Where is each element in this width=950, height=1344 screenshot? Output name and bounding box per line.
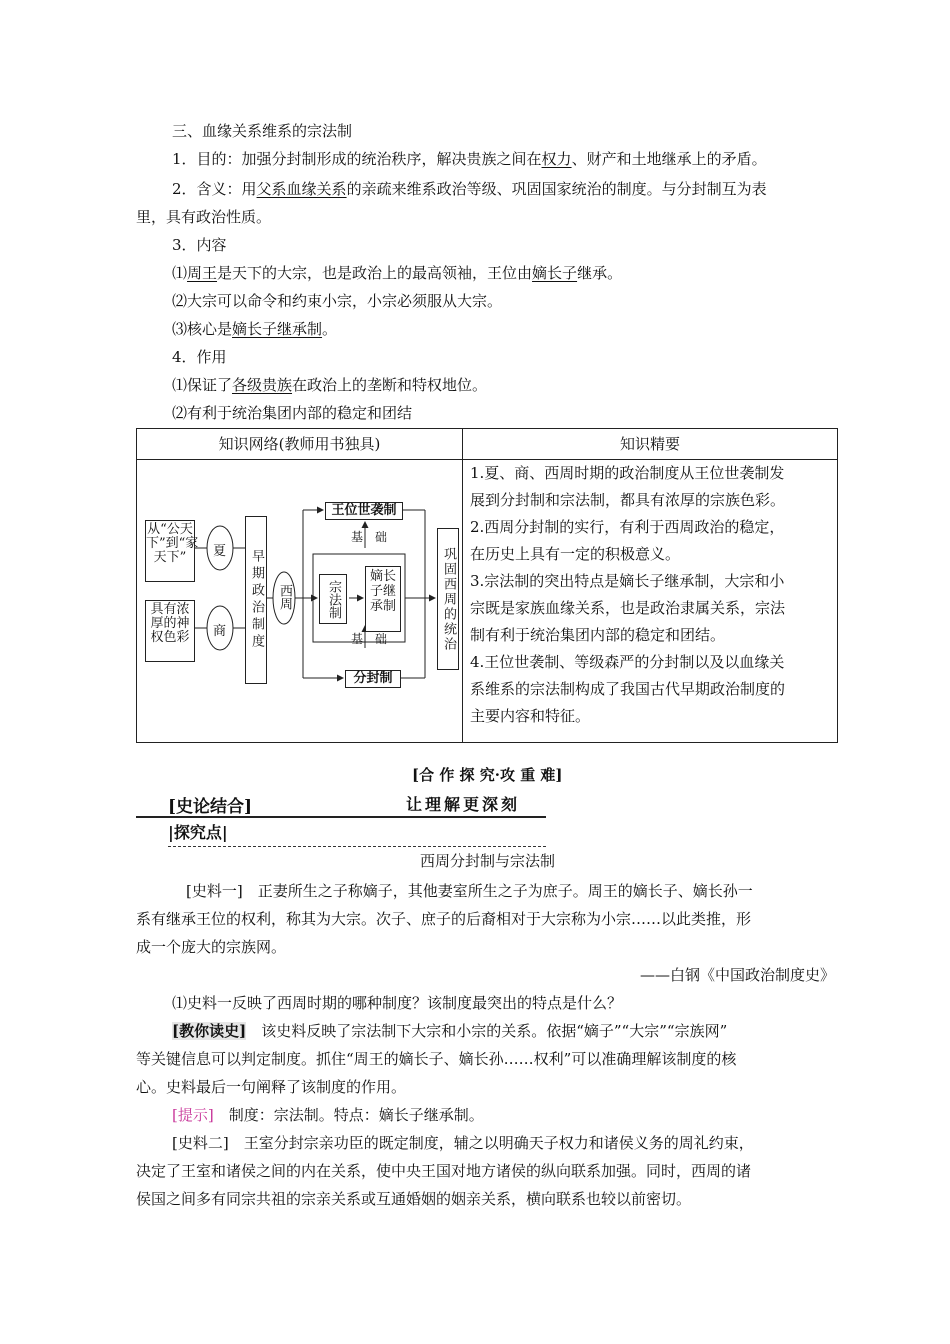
summary-line: 宗既是家族血缘关系，也是政治隶属关系，宗法 bbox=[470, 599, 786, 617]
text: 该史料反映了宗法制下大宗和小宗的关系。依据“嫡子”“大宗”“宗族网” bbox=[261, 1022, 728, 1040]
knowledge-diagram bbox=[137, 460, 460, 740]
hint-text: 制度：宗法制。特点：嫡长子继承制。 bbox=[228, 1106, 484, 1124]
summary-line: 4.王位世袭制、等级森严的分封制以及以血缘关 bbox=[470, 653, 785, 671]
topic-title: 西周分封制与宗法制 bbox=[420, 852, 556, 870]
material-1-line: 成一个庞大的宗族网。 bbox=[136, 938, 287, 956]
effect-item-1 bbox=[172, 374, 487, 396]
hint-label: [提示] bbox=[172, 1106, 214, 1124]
summary-line: 主要内容和特征。 bbox=[470, 707, 591, 725]
underlined-text: 权力 bbox=[541, 150, 572, 168]
text: ⑴保证了 bbox=[172, 376, 233, 394]
box-hereditary-throne: 王位世袭制 bbox=[325, 502, 403, 520]
oval-western-zhou: 西周 bbox=[277, 584, 292, 610]
box-early-politics: 早期政治制度 bbox=[245, 516, 267, 684]
oval-shang: 商 bbox=[213, 624, 227, 639]
underlined-text: 嫡长子继承制 bbox=[232, 320, 323, 338]
summary-line: 在历史上具有一定的积极意义。 bbox=[470, 545, 681, 563]
text: 的亲疏来维系政治等级、巩固国家统治的制度。与分封制互为表 bbox=[346, 180, 767, 198]
box-patriarchal: 宗法制 bbox=[319, 574, 347, 624]
teach-label: [教你读史] bbox=[172, 1022, 247, 1040]
label-foundation-top: 基 础 bbox=[351, 530, 388, 544]
underlined-text: 各级贵族 bbox=[232, 376, 293, 394]
paragraph-purpose bbox=[172, 148, 767, 170]
oval-xia: 夏 bbox=[213, 544, 227, 559]
material-1-source: ——白钢《中国政治制度史》 bbox=[640, 966, 836, 984]
summary-line: 2.西周分封制的实行，有利于西周政治的稳定， bbox=[470, 518, 785, 536]
text: 继承。 bbox=[577, 264, 623, 282]
cooperate-heading: [合 作 探 究·攻 重 难] bbox=[412, 766, 563, 784]
label-foundation-bottom: 基 础 bbox=[351, 632, 388, 646]
summary-line: 制有利于统治集团内部的稳定和团结。 bbox=[470, 626, 726, 644]
text: ⑴ bbox=[172, 264, 188, 282]
knowledge-table bbox=[136, 428, 838, 743]
text: 2．含义：用 bbox=[172, 180, 257, 198]
box-enfeoffment: 分封制 bbox=[345, 670, 401, 688]
material-2-line: 侯国之间多有同宗共祖的宗亲关系或互通婚姻的姻亲关系，横向联系也较以前密切。 bbox=[136, 1190, 692, 1208]
knowledge-summary-cell bbox=[463, 460, 838, 743]
hint-line bbox=[172, 1104, 484, 1126]
dashed-divider bbox=[168, 846, 546, 847]
heading-content: 3．内容 bbox=[172, 236, 227, 254]
content-item-1 bbox=[172, 262, 622, 284]
underlined-text: 嫡长子 bbox=[532, 264, 578, 282]
question-1: ⑴史料一反映了西周时期的哪种制度？该制度最突出的特点是什么？ bbox=[172, 994, 623, 1012]
content-item-2: ⑵大宗可以命令和约束小宗，小宗必须服从大宗。 bbox=[172, 292, 503, 310]
material-1-line: 系有继承王位的权利，称其为大宗。次子、庶子的后裔相对于大宗称为小宗……以此类推，形 bbox=[136, 910, 752, 928]
underlined-text: 周王 bbox=[187, 264, 218, 282]
paragraph-meaning-cont: 里，具有政治性质。 bbox=[136, 208, 272, 226]
section-banner bbox=[136, 792, 546, 818]
material-1-line: [史料一] 正妻所生之子称嫡子，其他妻室所生之子为庶子。周王的嫡长子、嫡长孙一 bbox=[186, 882, 753, 900]
summary-line: 展到分封制和宗法制，都具有浓厚的宗族色彩。 bbox=[470, 491, 786, 509]
effect-item-2: ⑵有利于统治集团内部的稳定和团结 bbox=[172, 404, 413, 422]
banner-label: [史论结合] bbox=[168, 797, 253, 817]
teach-reading-line: 等关键信息可以判定制度。抓住“周王的嫡长子、嫡长孙……权利”可以准确理解该制度的核 bbox=[136, 1050, 737, 1068]
box-theocratic: 具有浓厚的神权色彩 bbox=[145, 600, 195, 662]
box-consolidate-rule: 巩固西周的统治 bbox=[437, 528, 459, 670]
knowledge-network-cell bbox=[137, 460, 463, 743]
summary-line: 1.夏、商、西周时期的政治制度从王位世袭制发 bbox=[470, 464, 785, 482]
heading-effect: 4．作用 bbox=[172, 348, 227, 366]
text: ⑶核心是 bbox=[172, 320, 233, 338]
banner-slogan: 让理解更深刻 bbox=[406, 795, 521, 814]
text: 。 bbox=[322, 320, 338, 338]
summary-line: 3.宗法制的突出特点是嫡长子继承制，大宗和小 bbox=[470, 572, 785, 590]
content-item-3 bbox=[172, 318, 337, 340]
teach-reading-line bbox=[172, 1020, 727, 1042]
text: 1．目的：加强分封制形成的统治秩序，解决贵族之间在 bbox=[172, 150, 542, 168]
explore-point: |探究点| bbox=[168, 823, 228, 842]
underlined-text: 父系血缘关系 bbox=[256, 180, 347, 198]
box-primogeniture: 嫡长子继承制 bbox=[365, 566, 401, 632]
text: 、财产和土地继承上的矛盾。 bbox=[571, 150, 767, 168]
material-2-line: [史料二] 王室分封宗亲功臣的既定制度，辅之以明确天子权力和诸侯义务的周礼约束， bbox=[172, 1134, 754, 1152]
table-header-right: 知识精要 bbox=[463, 429, 838, 460]
paragraph-meaning bbox=[172, 178, 767, 200]
table-header-left: 知识网络(教师用书独具) bbox=[137, 429, 463, 460]
teach-reading-line: 心。史料最后一句阐释了该制度的作用。 bbox=[136, 1078, 407, 1096]
summary-line: 系维系的宗法制构成了我国古代早期政治制度的 bbox=[470, 680, 786, 698]
box-public-to-family: 从“公天下”到“家天下” bbox=[145, 520, 195, 582]
section-title: 三、血缘关系维系的宗法制 bbox=[172, 122, 353, 140]
material-2-line: 决定了王室和诸侯之间的内在关系，使中央王国对地方诸侯的纵向联系加强。同时，西周的诸 bbox=[136, 1162, 752, 1180]
text: 在政治上的垄断和特权地位。 bbox=[292, 376, 488, 394]
text: 是天下的大宗，也是政治上的最高领袖，王位由 bbox=[217, 264, 533, 282]
